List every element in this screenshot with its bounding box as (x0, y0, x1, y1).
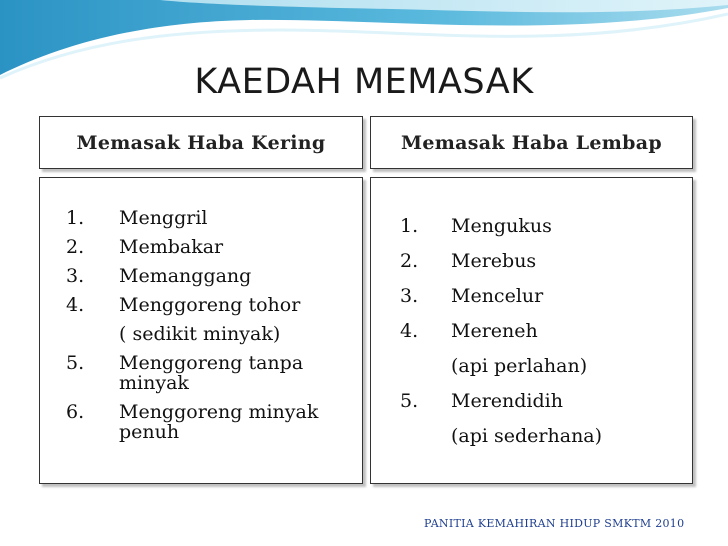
item-text: ( sedikit minyak) (119, 323, 281, 345)
list-item (400, 250, 692, 272)
item-number (400, 425, 451, 447)
right-method-list-box (370, 177, 693, 484)
item-number: 1. (400, 215, 419, 237)
slide-title: KAEDAH MEMASAK (194, 62, 534, 102)
footer-credit: PANITIA KEMAHIRAN HIDUP SMKTM 2010 (424, 517, 685, 530)
item-number: 5. (66, 352, 85, 374)
item-number: 4. (66, 294, 85, 316)
item-number: 5. (400, 390, 419, 412)
item-number (400, 355, 451, 377)
list-item (400, 285, 692, 307)
item-text: Menggril (119, 207, 208, 229)
item-text: Menggoreng minyak penuh (119, 401, 319, 443)
item-text: Mencelur (451, 285, 544, 307)
left-heading-text: Memasak Haba Kering (76, 131, 326, 154)
list-item (400, 320, 692, 342)
item-number: 4. (400, 320, 419, 342)
list-item (400, 390, 692, 412)
item-number: 2. (66, 236, 85, 258)
list-item (66, 402, 362, 442)
right-heading-text: Memasak Haba Lembap (401, 131, 662, 154)
item-text: Mereneh (451, 320, 538, 342)
moist-heat-list (400, 215, 692, 447)
list-item (400, 425, 692, 447)
item-number: 3. (400, 285, 419, 307)
list-item (400, 215, 692, 237)
item-number: 1. (66, 207, 85, 229)
list-item (66, 353, 362, 393)
dry-heat-list (66, 208, 362, 442)
item-text: Memanggang (119, 265, 252, 287)
item-text: (api perlahan) (451, 355, 588, 377)
list-item (66, 324, 362, 344)
item-text: Merebus (451, 250, 537, 272)
list-item (66, 237, 362, 257)
item-text: (api sederhana) (451, 425, 603, 447)
list-item (66, 295, 362, 315)
right-column-heading (370, 116, 693, 169)
left-method-list-box (39, 177, 363, 484)
list-item (400, 355, 692, 377)
item-number: 3. (66, 265, 85, 287)
item-text: Membakar (119, 236, 224, 258)
item-text: Merendidih (451, 390, 563, 412)
list-item (66, 266, 362, 286)
item-number (66, 324, 119, 344)
item-text: Menggoreng tohor (119, 294, 301, 316)
item-number: 2. (400, 250, 419, 272)
left-column-heading (39, 116, 363, 169)
item-text: Mengukus (451, 215, 552, 237)
list-item (66, 208, 362, 228)
item-text: Menggoreng tanpa minyak (119, 352, 304, 394)
item-number: 6. (66, 401, 85, 423)
